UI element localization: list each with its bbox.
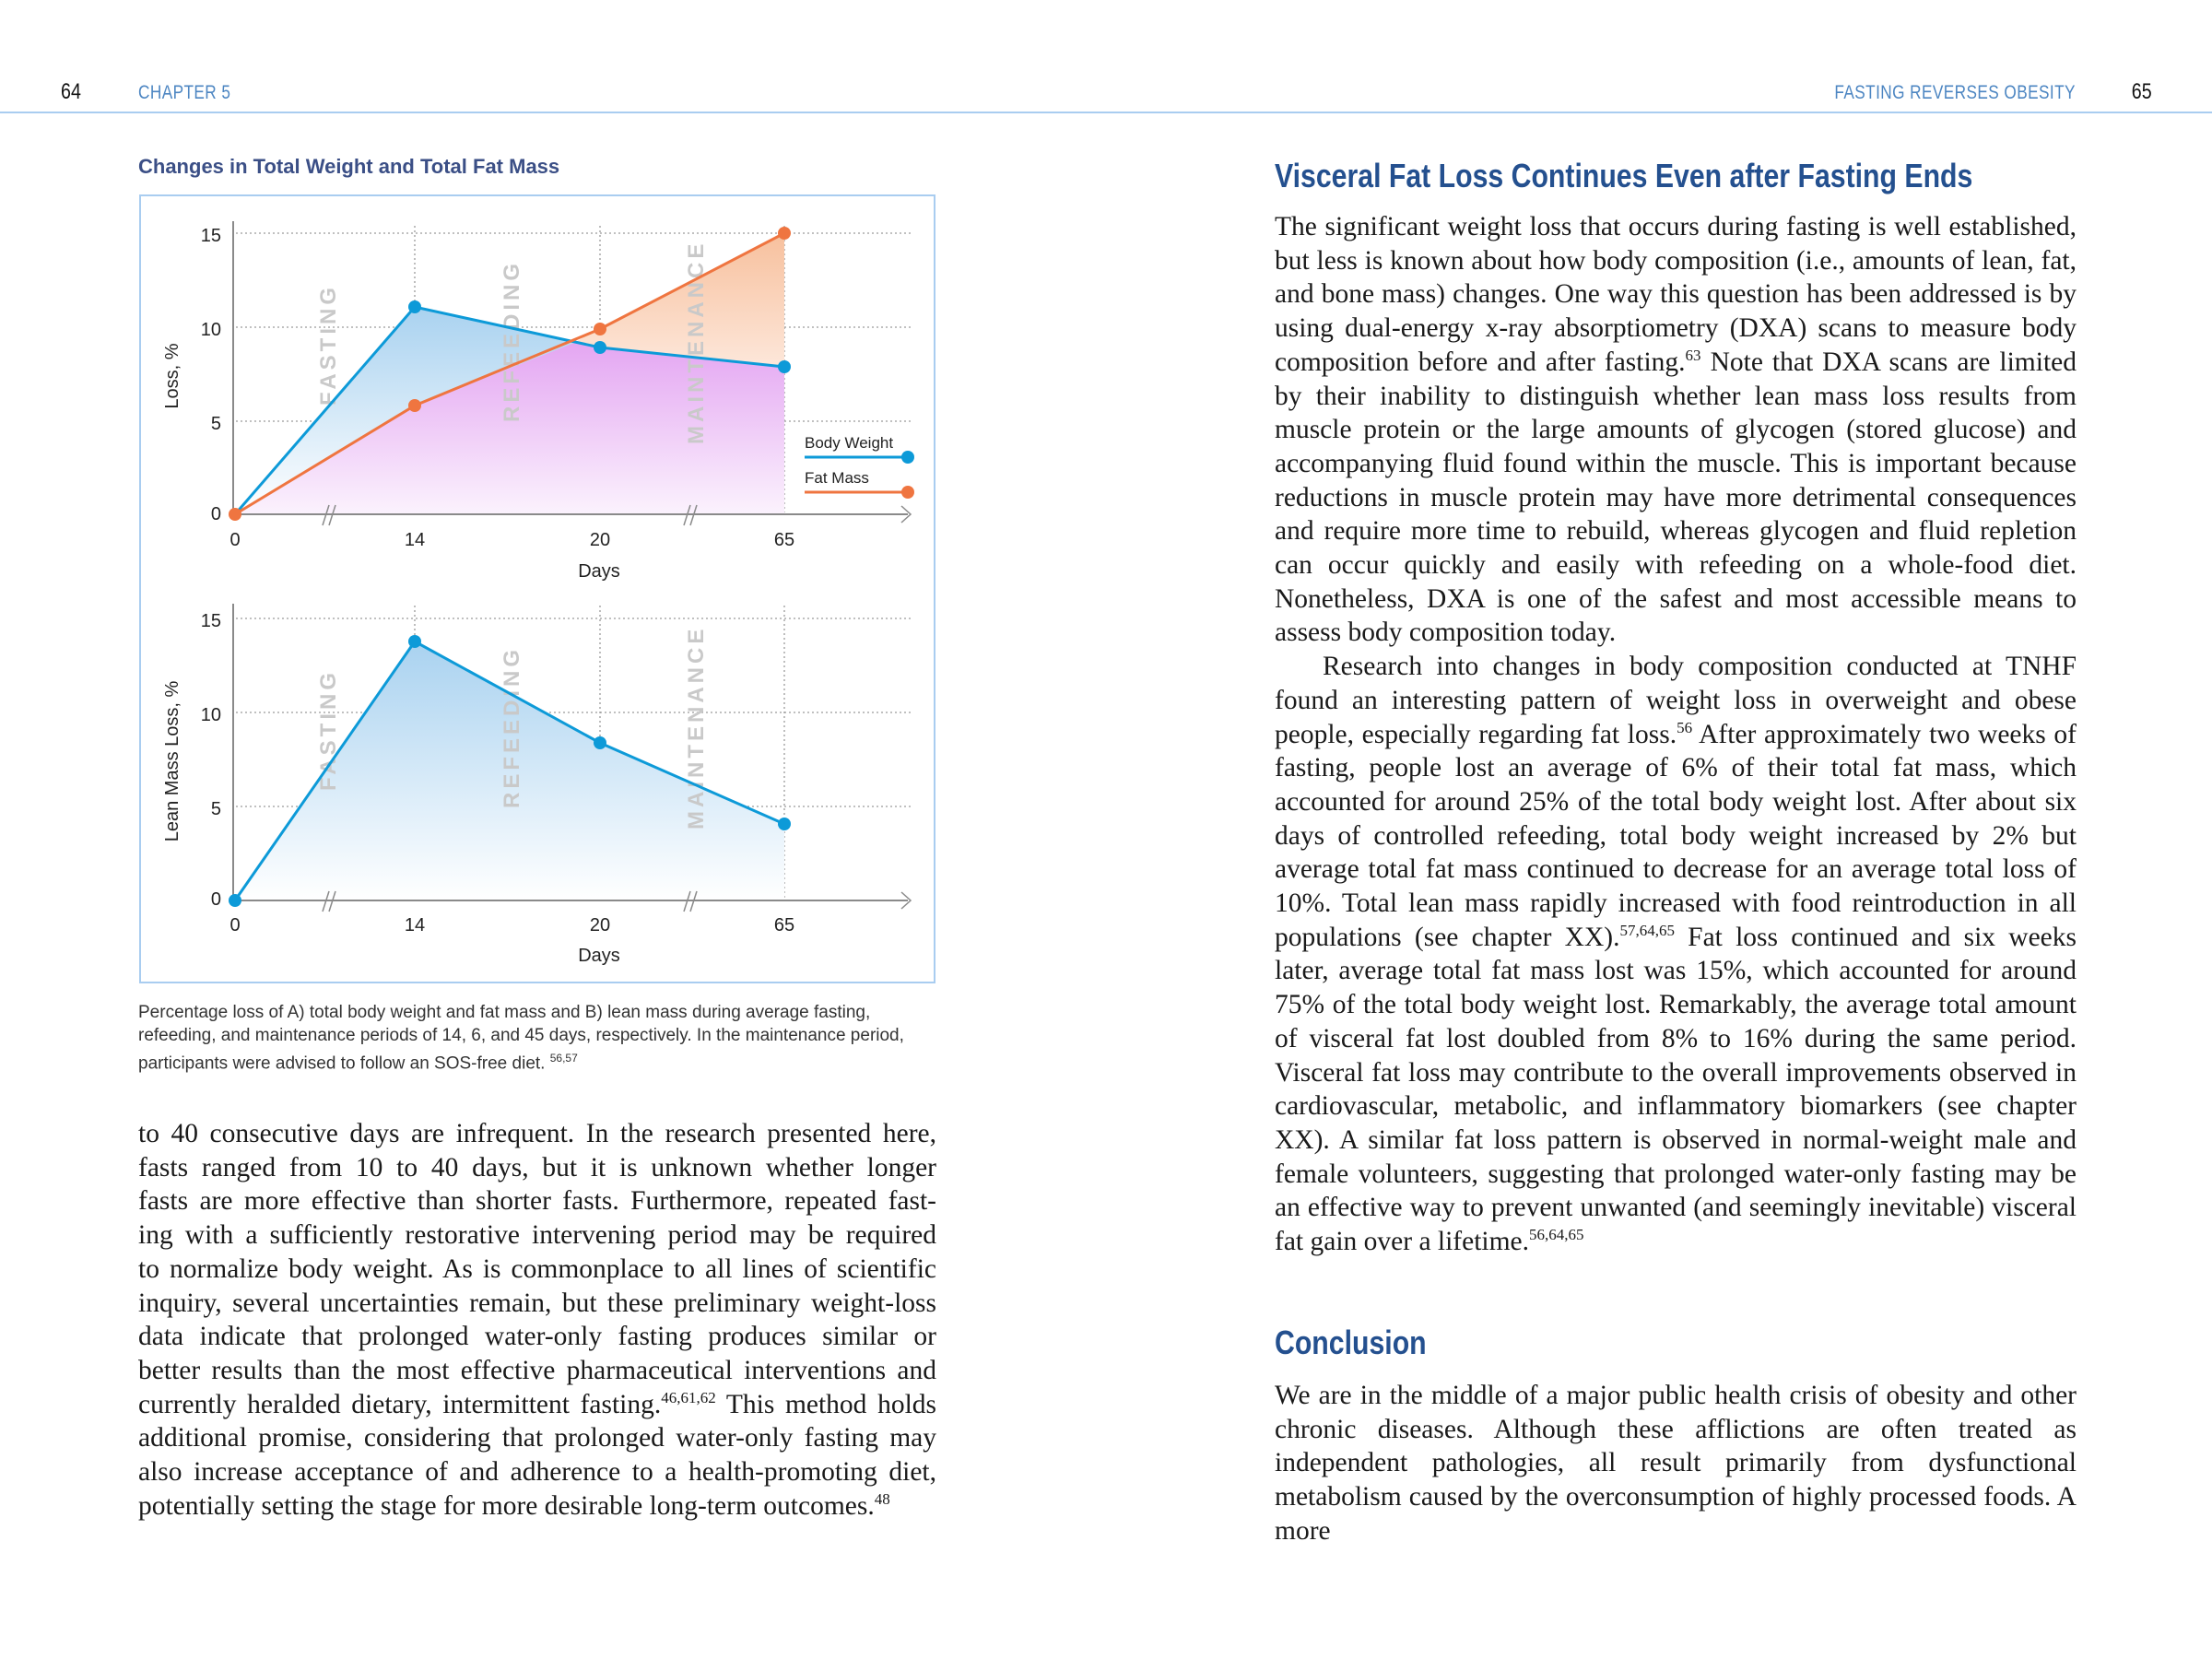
body-line: inquiry, several uncertainties remain, but these preliminary weight-loss (138, 1288, 936, 1318)
header-rule (0, 112, 2212, 113)
body-line: to 40 consecutive days are infrequent. In the research presented here, (138, 1119, 936, 1148)
conclusion-body (1275, 1379, 2077, 1548)
chart-b-ytick: 0 (210, 889, 221, 910)
phase-label-fasting: FASTING (316, 668, 341, 791)
legend-fat-mass-marker (901, 486, 914, 499)
chart-a (162, 221, 914, 582)
chart-a-xtick: 14 (404, 530, 426, 550)
citation-ref: 57,64,65 (1619, 921, 1675, 939)
chart-a-ytick: 15 (200, 226, 221, 246)
legend-body-weight: Body Weight (805, 434, 894, 452)
paragraph (1275, 210, 2077, 650)
chart-a-ytick: 0 (210, 504, 221, 524)
right-running-head: FASTING REVERSES OBESITY (1834, 82, 2076, 103)
section-heading-visceral-fat: Visceral Fat Loss Continues Even after Fasting Ends (1275, 157, 1973, 194)
phase-label-maintenance: MAINTENANCE (684, 625, 709, 830)
body-text-span: After approximately two weeks of fasting, people lost an average of 6% of their total fat mass, which accounted for around 25% of the total body weight lost. After about six days of controlled refeeding, total body weight increased by 2% but average total fat mass continued to decrease for an average total loss of 10%. Total lean mass rapidly increased with food reintroduction in all populations (see chapter XX). (1275, 719, 2077, 952)
body-line: better results than the most effective pharmaceutical interventions and (138, 1355, 936, 1385)
chart-a-xtick: 20 (589, 530, 611, 550)
body-line: fasts are more effective than shorter fasts. Furthermore, repeated fast- (138, 1186, 936, 1217)
body-line (138, 1489, 936, 1524)
phase-label-refeeding: REFEEDING (500, 645, 524, 808)
citation-ref: 56 (1677, 718, 1693, 736)
body-line: also increase acceptance of and adherence to a health-promoting diet, (138, 1457, 936, 1488)
phase-label-fasting: FASTING (316, 283, 341, 406)
chart-b (162, 604, 912, 966)
right-page-body (1275, 210, 2077, 1259)
legend-body-weight-marker (901, 451, 914, 464)
chart-b-xlabel: Days (578, 946, 620, 966)
left-page-number: 64 (61, 79, 81, 104)
body-line: data indicate that prolonged water-only fasting produces similar or (138, 1322, 936, 1352)
chart-a-ylabel: Loss, % (162, 343, 182, 409)
phase-label-refeeding: REFEEDING (500, 259, 524, 422)
paragraph (1275, 650, 2077, 1259)
chart-a-ytick: 5 (210, 414, 221, 434)
paragraph: We are in the middle of a major public health crisis of obesity and other chronic diseases. Although these afflictions are often treated as independent pathologies, all result primarily from dysfunctional metabolism caused by the overconsumption of highly processed foods. A more (1275, 1381, 2077, 1546)
body-text-span: potentially setting the stage for more desirable long-term outcomes. (138, 1490, 875, 1521)
legend-fat-mass: Fat Mass (805, 469, 869, 487)
chart-b-ytick: 10 (200, 705, 221, 725)
chart-a-xtick: 65 (773, 530, 795, 550)
chart-svg (139, 194, 935, 983)
right-page-number: 65 (2132, 79, 2152, 104)
body-text-span: The significant weight loss that occurs during fasting is well established, but less is known about how body composition (i.e., amounts of lean, fat, and bone mass) changes. One way this question has been addressed is by using dual-energy x-ray absorptiometry (DXA) scans to measure body composition before and after fasting. (1275, 212, 2077, 377)
citation-ref: 48 (874, 1489, 890, 1508)
chart-b-xtick: 0 (229, 915, 241, 935)
caption-refs: 56,57 (549, 1052, 578, 1065)
citation-ref: 56,64,65 (1529, 1226, 1584, 1244)
chart-a-xlabel: Days (578, 561, 620, 582)
body-text-span: currently heralded dietary, intermittent fasting. (138, 1389, 662, 1419)
chart-a-ytick: 10 (200, 320, 221, 340)
body-text-span: Note that DXA scans are limited by their inability to distinguish whether lean mass loss results from muscle protein or the large amounts of glycogen (stored glucose) and accompanying fluid found within the muscle. This is important because reductions in muscle protein may have more detrimental consequences and require more time to rebuild, whereas glycogen and fluid repletion can occur quickly and easily with refeeding on a whole-food diet. Nonetheless, DXA is one of the safest and most accessible means to assess body composition today. (1275, 347, 2077, 648)
citation-ref: 46,61,62 (661, 1388, 716, 1406)
chart-b-ylabel: Lean Mass Loss, % (162, 680, 182, 842)
body-text-span: Research into changes in body composition conducted at TNHF found an interesting pattern of weight loss in overweight and obese people, especially regarding fat loss. (1275, 652, 2077, 749)
section-heading-conclusion: Conclusion (1275, 1324, 1427, 1361)
body-text-span: Fat loss continued and six weeks later, average total fat mass lost was 15%, which accounted for around 75% of the total body weight lost. Remarkably, the average total amount of visceral fat lost doubled from 8% to 16% during the same period. Visceral fat loss may contribute to the overall improvements observed in cardiovascular, metabolic, and inflammatory biomarkers (see chapter XX). A similar fat loss pattern is observed in normal-weight male and female volunteers, suggesting that prolonged water-only fasting may be an effective way to prevent unwanted (and seemingly inevitable) visceral fat gain over a lifetime. (1275, 922, 2077, 1257)
citation-ref: 63 (1685, 346, 1701, 364)
body-text-span: This method holds (715, 1389, 936, 1419)
body-line: ing with a sufficiently restorative intervening period may be required (138, 1220, 936, 1251)
chart-b-ytick: 5 (210, 799, 221, 819)
chart-b-ytick: 15 (200, 611, 221, 631)
figure-title: Changes in Total Weight and Total Fat Mass (138, 155, 560, 178)
body-line: additional promise, considering that prolonged water-only fasting may (138, 1423, 936, 1453)
body-line: fasts ranged from 10 to 40 days, but it is unknown whether longer (138, 1152, 936, 1182)
chart-a-xtick: 0 (229, 530, 241, 550)
left-running-head: CHAPTER 5 (138, 82, 231, 103)
chart-b-xtick: 65 (773, 915, 795, 935)
chart-a-legend (805, 434, 914, 499)
body-line: to normalize body weight. As is commonplace to all lines of scientific (138, 1253, 936, 1284)
body-line (138, 1388, 936, 1422)
caption-text: Percentage loss of A) total body weight and fat mass and B) lean mass during average fasting, refeeding, and maintenance periods of 14, 6, and 45 days, respectively. In the maintenance period, participants were advised to follow an SOS-free diet. (138, 1003, 904, 1074)
phase-label-maintenance: MAINTENANCE (684, 240, 709, 444)
figure-frame (139, 194, 935, 983)
chart-b-xtick: 20 (589, 915, 611, 935)
chart-b-xtick: 14 (404, 915, 426, 935)
left-page-body (138, 1117, 936, 1523)
figure-caption (138, 1001, 940, 1075)
